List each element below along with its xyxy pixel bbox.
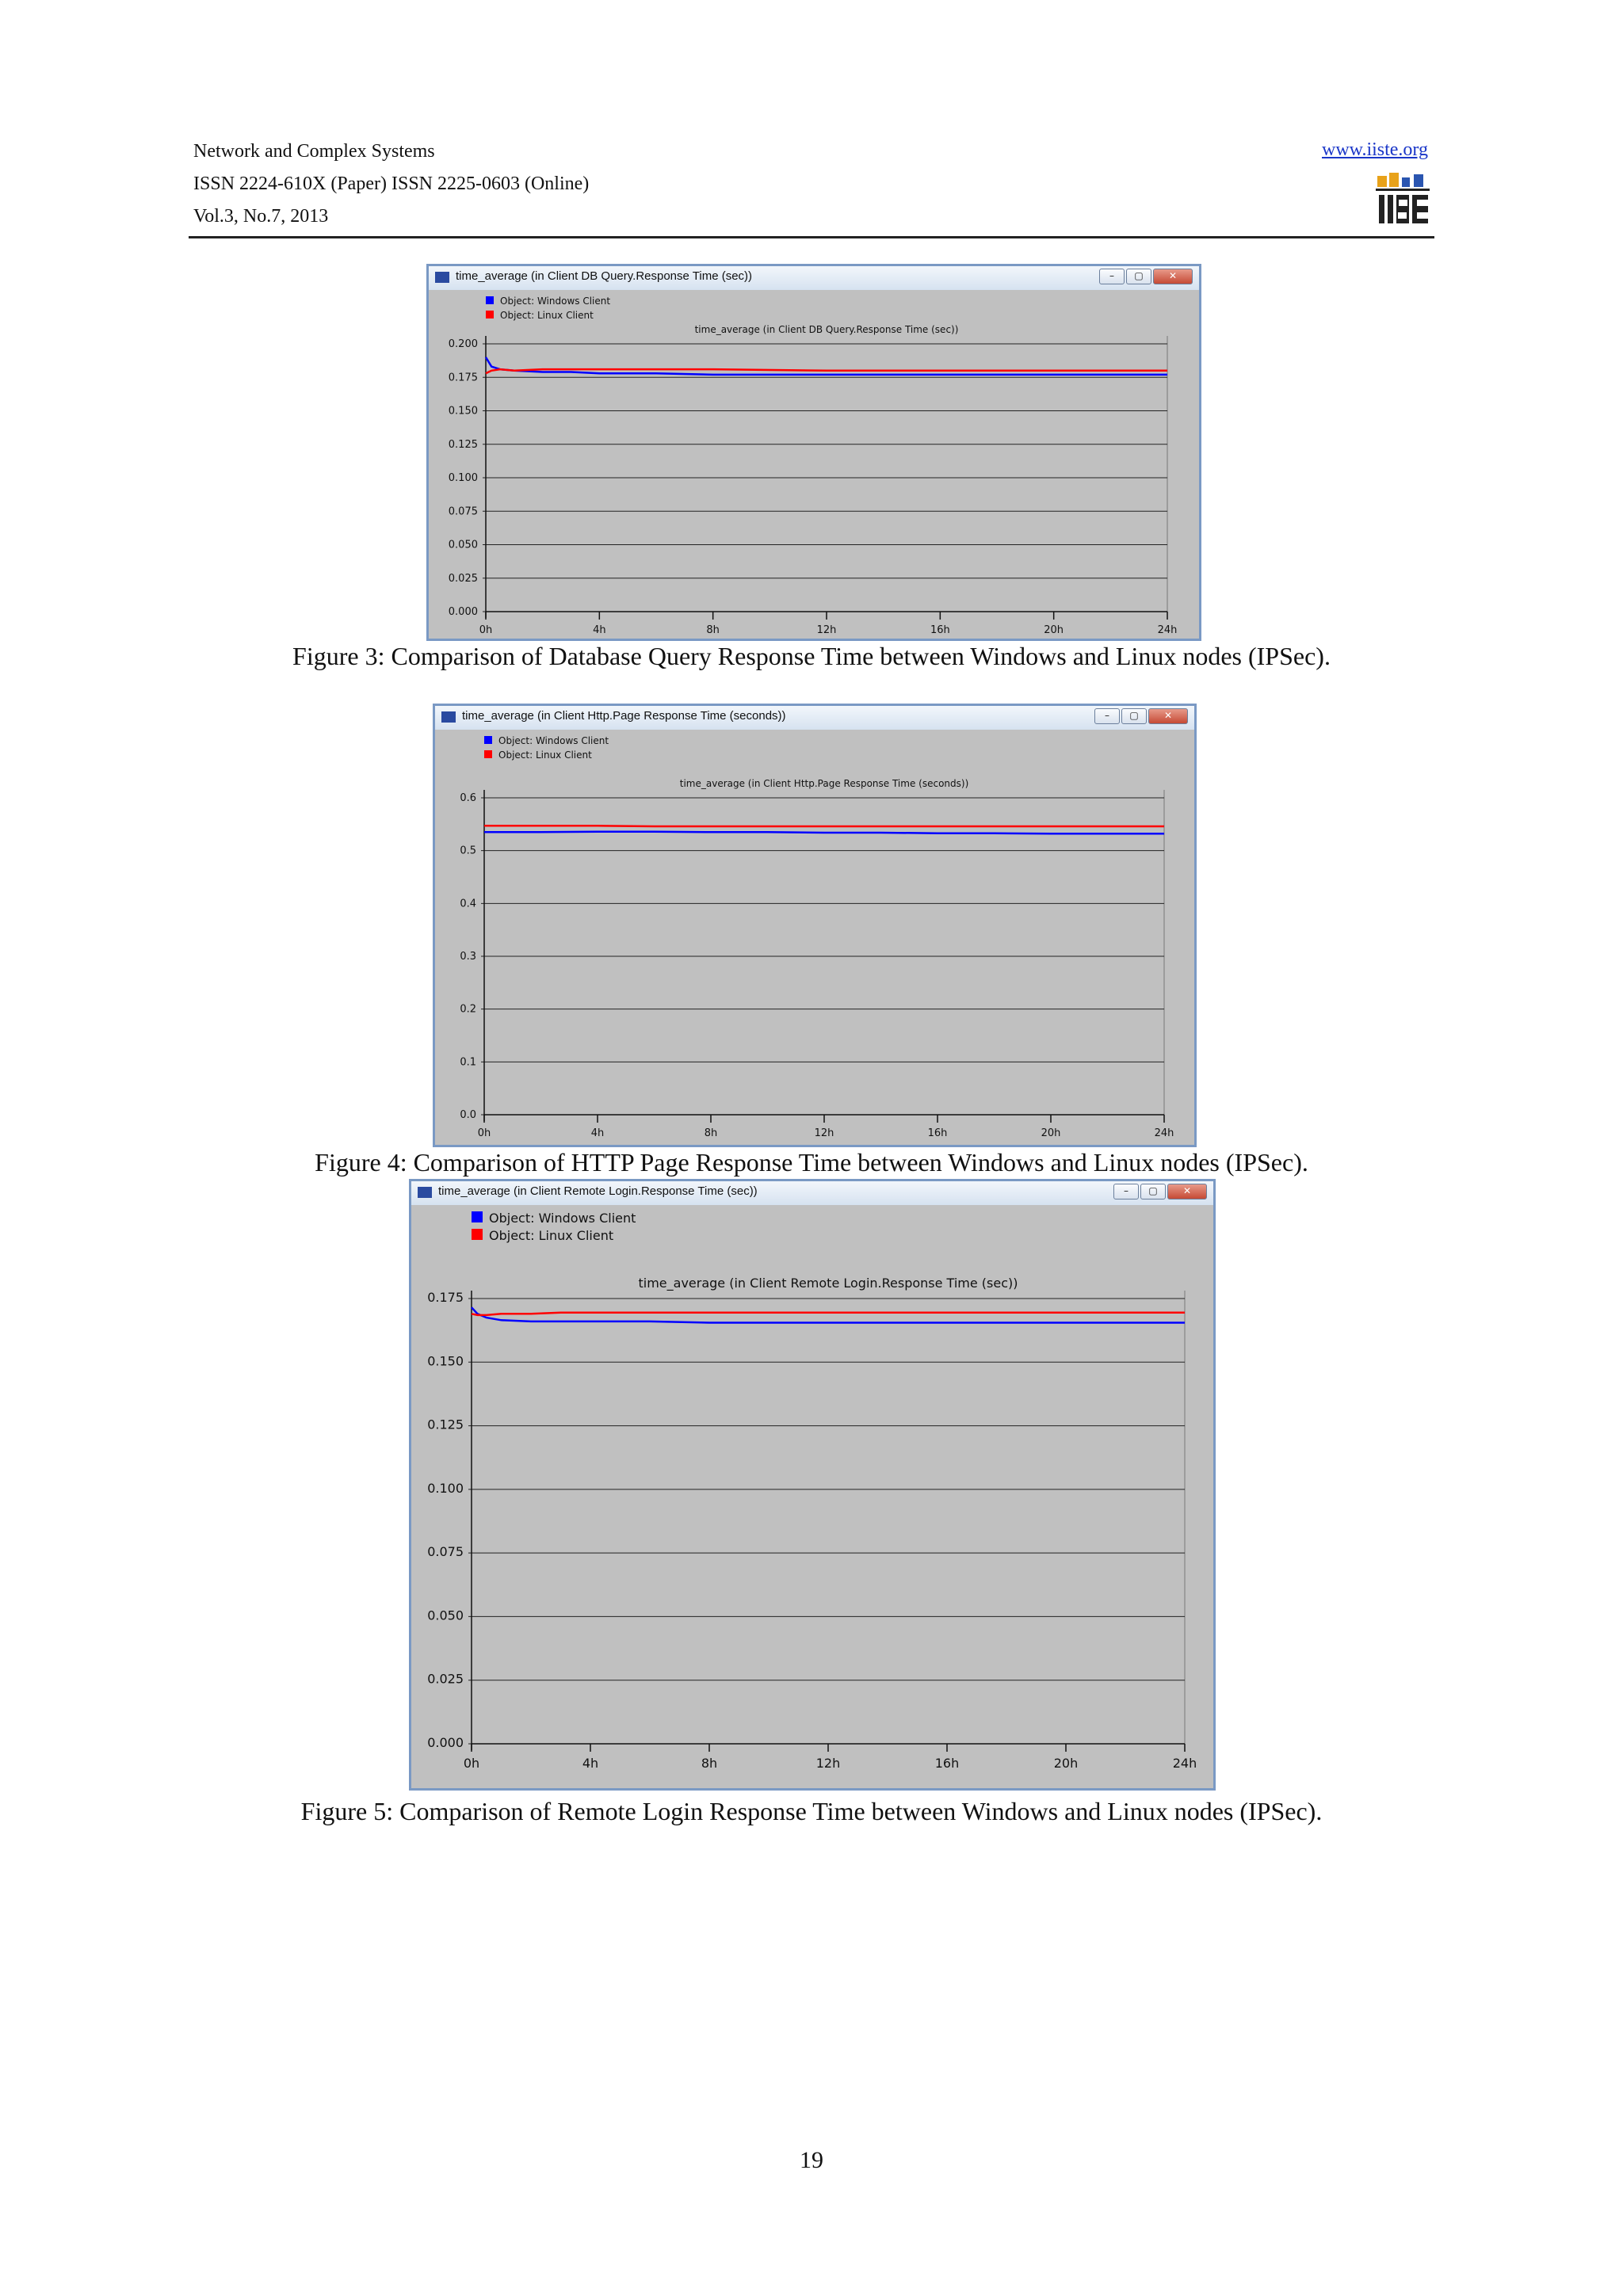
x-tick-label: 20h [1044, 624, 1064, 636]
close-button[interactable]: ✕ [1167, 1184, 1207, 1199]
y-tick-label: 0.175 [427, 1290, 464, 1305]
legend-label: Object: Linux Client [498, 749, 592, 761]
chart-title: time_average (in Client Http.Page Response Time (seconds)) [679, 778, 969, 789]
y-tick-label: 0.3 [460, 951, 476, 963]
y-tick-label: 0.000 [427, 1735, 464, 1750]
window-titlebar [411, 1181, 1213, 1206]
y-tick-label: 0.000 [448, 606, 478, 618]
page-number: 19 [800, 2147, 823, 2173]
y-tick-label: 0.025 [427, 1671, 464, 1687]
app-icon [435, 272, 449, 283]
y-tick-label: 0.075 [427, 1544, 464, 1560]
x-tick-label: 0h [477, 1127, 491, 1139]
y-tick-label: 0.6 [460, 792, 476, 804]
y-tick-label: 0.050 [448, 539, 478, 551]
figure-3-window [426, 264, 1201, 641]
legend-label: Object: Windows Client [489, 1211, 636, 1226]
x-tick-label: 12h [815, 1756, 841, 1771]
x-tick-label: 12h [816, 624, 837, 636]
y-tick-label: 0.100 [427, 1480, 464, 1496]
x-tick-label: 12h [814, 1127, 834, 1139]
legend-swatch [484, 736, 492, 744]
chart-figure-5 [411, 1205, 1213, 1788]
x-tick-label: 16h [927, 1127, 948, 1139]
y-tick-label: 0.1 [460, 1056, 476, 1069]
x-tick-label: 16h [934, 1756, 960, 1771]
x-tick-label: 0h [479, 624, 493, 636]
window-title: time_average (in Client Remote Login.Response Time (sec)) [438, 1184, 758, 1198]
x-tick-label: 4h [593, 624, 606, 636]
x-tick-label: 8h [704, 1127, 718, 1139]
plot-background [411, 1205, 1213, 1788]
x-tick-label: 24h [1172, 1756, 1197, 1771]
app-icon [441, 711, 456, 723]
maximize-button[interactable]: ▢ [1126, 269, 1151, 284]
figure-4-window [433, 704, 1197, 1147]
window-titlebar [429, 266, 1199, 291]
figure-4-caption: Figure 4: Comparison of HTTP Page Response Time between Windows and Linux nodes (IPSec). [315, 1148, 1308, 1177]
chart-figure-3 [429, 290, 1199, 639]
chart-figure-4 [435, 730, 1194, 1145]
minimize-button[interactable]: – [1094, 708, 1120, 724]
y-tick-label: 0.125 [448, 438, 478, 451]
app-icon [418, 1187, 432, 1198]
y-tick-label: 0.200 [448, 338, 478, 350]
window-titlebar [435, 706, 1194, 730]
y-tick-label: 0.175 [448, 372, 478, 384]
window-title: time_average (in Client DB Query.Response Time (sec)) [456, 269, 753, 283]
legend-swatch [472, 1229, 483, 1240]
legend-swatch [486, 311, 494, 318]
x-tick-label: 8h [706, 624, 720, 636]
legend-swatch [486, 296, 494, 304]
legend-label: Object: Linux Client [489, 1228, 614, 1243]
minimize-button[interactable]: – [1113, 1184, 1139, 1199]
figure-5-caption: Figure 5: Comparison of Remote Login Response Time between Windows and Linux nodes (IPSec). [300, 1797, 1323, 1825]
legend-swatch [472, 1211, 483, 1222]
y-tick-label: 0.0 [460, 1109, 476, 1121]
x-tick-label: 4h [582, 1756, 599, 1771]
x-tick-label: 4h [590, 1127, 605, 1139]
figure-5-window [409, 1179, 1216, 1791]
x-tick-label: 16h [930, 624, 950, 636]
y-tick-label: 0.025 [448, 572, 478, 585]
website-link[interactable]: www.iiste.org [1322, 139, 1428, 160]
x-tick-label: 8h [701, 1756, 718, 1771]
chart-title: time_average (in Client Remote Login.Response Time (sec)) [638, 1276, 1018, 1291]
x-tick-label: 24h [1154, 1127, 1174, 1139]
window-title: time_average (in Client Http.Page Response Time (seconds)) [462, 709, 786, 723]
y-tick-label: 0.075 [448, 505, 478, 518]
legend-swatch [484, 750, 492, 758]
y-tick-label: 0.150 [448, 405, 478, 418]
header-rule [189, 236, 1434, 238]
legend-label: Object: Windows Client [498, 735, 609, 746]
maximize-button[interactable]: ▢ [1121, 708, 1147, 724]
y-tick-label: 0.125 [427, 1417, 464, 1432]
x-tick-label: 24h [1157, 624, 1178, 636]
volume-line: Vol.3, No.7, 2013 [193, 206, 329, 227]
y-tick-label: 0.050 [427, 1608, 464, 1623]
journal-name: Network and Complex Systems [193, 141, 435, 162]
minimize-button[interactable]: – [1099, 269, 1125, 284]
legend-label: Object: Windows Client [500, 296, 611, 307]
x-tick-label: 20h [1053, 1756, 1079, 1771]
plot-background [429, 290, 1199, 639]
maximize-button[interactable]: ▢ [1140, 1184, 1166, 1199]
y-tick-label: 0.4 [460, 898, 476, 910]
y-tick-label: 0.5 [460, 845, 476, 857]
y-tick-label: 0.2 [460, 1003, 476, 1016]
iiste-logo [1376, 171, 1431, 227]
y-tick-label: 0.100 [448, 472, 478, 484]
legend-label: Object: Linux Client [500, 310, 594, 321]
close-button[interactable]: ✕ [1148, 708, 1188, 724]
figure-3-caption: Figure 3: Comparison of Database Query Response Time between Windows and Linux nodes (IPSec). [292, 642, 1331, 670]
y-tick-label: 0.150 [427, 1353, 464, 1369]
close-button[interactable]: ✕ [1153, 269, 1193, 284]
x-tick-label: 20h [1041, 1127, 1061, 1139]
x-tick-label: 0h [463, 1756, 480, 1771]
issn-line: ISSN 2224-610X (Paper) ISSN 2225-0603 (Online) [193, 174, 590, 194]
chart-title: time_average (in Client DB Query.Response Time (sec)) [694, 324, 959, 335]
plot-background [435, 730, 1194, 1145]
